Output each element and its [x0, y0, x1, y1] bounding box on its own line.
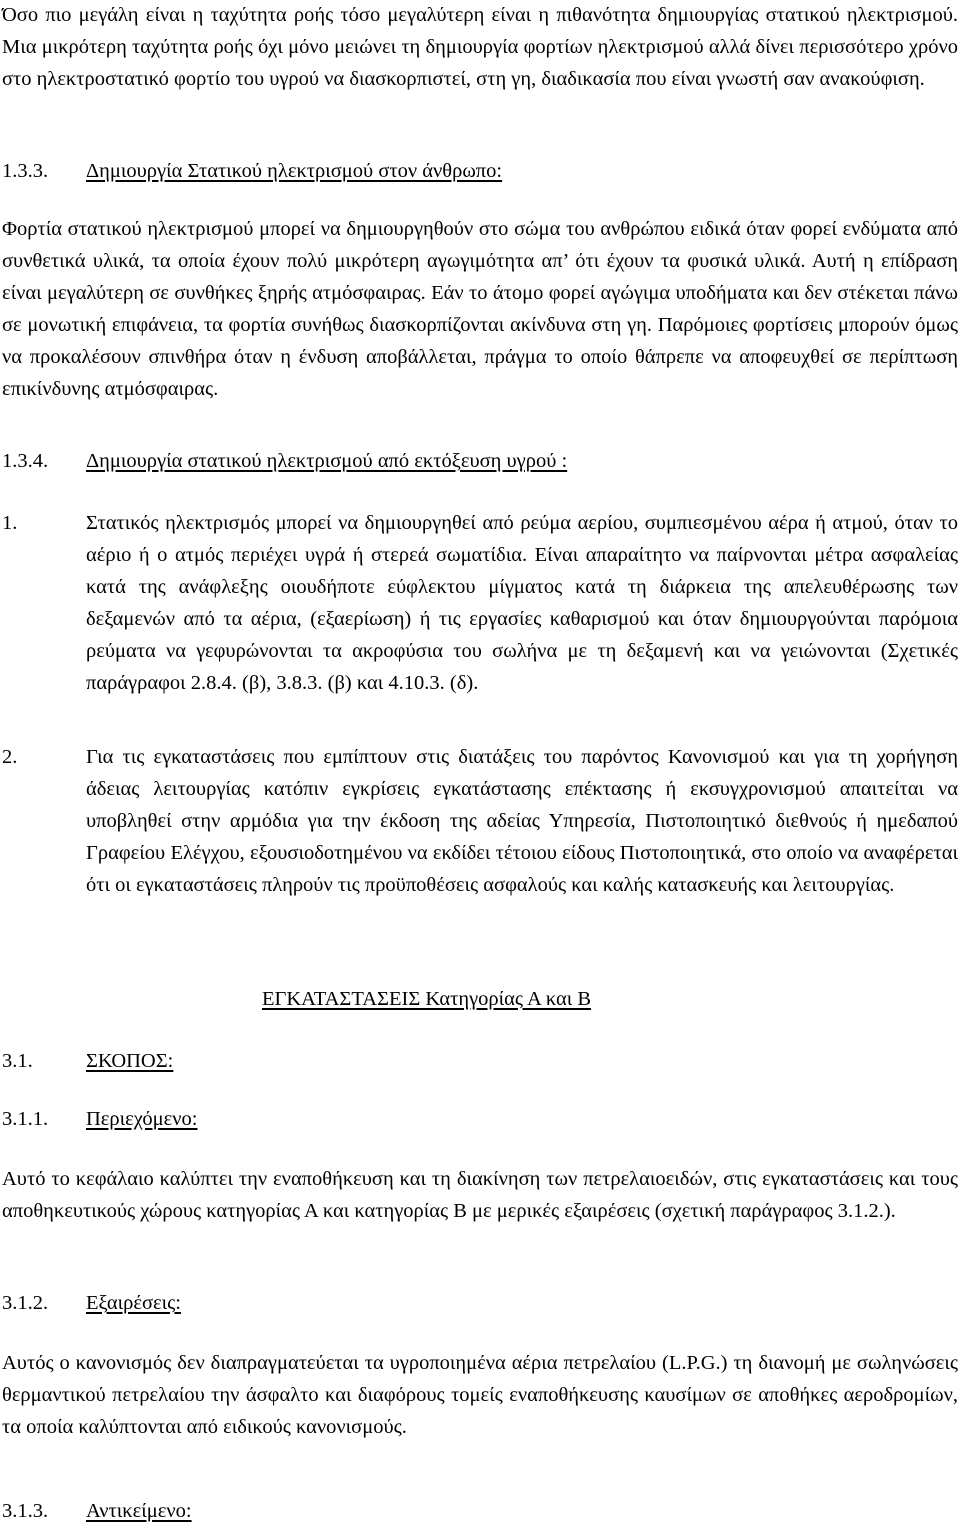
section-3-1-heading — [2, 1045, 958, 1077]
section-1-3-3-heading — [2, 155, 958, 187]
list-item-text: Για τις εγκαταστάσεις που εμπίπτουν στις διατάξεις του παρόντος Κανονισμού και για τη χορήγηση άδειας λειτουργίας κατόπιν εγκρίσεις εγκατάστασης επέκτασης ή εκσυγχρονισμού απαιτείται να υποβληθεί στην αρμόδια για την έκδοση της αδείας Υπηρεσία, Πιστοποιητικό διεθνούς ή ημεδαπού Γραφείου Ελέγχου, εξουσιοδοτημένου να εκδίδει τέτοιου είδους Πιστοποιητικά, στο οποίο να αναφέρεται ότι οι εγκαταστάσεις πληρούν τις προϋποθέσεις ασφαλούς και καλής κατασκευής και λειτουργίας. — [86, 746, 958, 896]
section-3-1-2-paragraph: Αυτός ο κανονισμός δεν διαπραγματεύεται τα υγροποιημένα αέρια πετρελαίου (L.P.G.) τη διανομή με σωληνώσεις θερμαντικού πετρελαίου την άσφαλτο και διαφόρους τομείς εναποθήκευσης καυσίμων σε αποθήκες αεροδρομίων, τα οποία καλύπτονται από ειδικούς κανονισμούς. — [2, 1352, 958, 1438]
list-item-number: 1. — [2, 512, 18, 534]
list-item-number: 2. — [2, 746, 18, 768]
section-number: 3.1.1. — [2, 1108, 49, 1130]
section-number: 1.3.3. — [2, 160, 49, 182]
chapter-title — [262, 983, 762, 1015]
section-3-1-1-paragraph: Αυτό το κεφάλαιο καλύπτει την εναποθήκευση και τη διακίνηση των πετρελαιοειδών, στις εγκαταστάσεις και τους αποθηκευτικούς χώρους κατηγορίας Α και κατηγορίας Β με μερικές εξαιρέσεις (σχετική παράγραφος 3.1.2.). — [2, 1168, 958, 1222]
section-1-3-4-heading — [2, 445, 958, 477]
section-title: Αντικείμενο: — [86, 1500, 192, 1522]
chapter-title-text: ΕΓΚΑΤΑΣΤΑΣΕΙΣ Κατηγορίας Α και Β — [262, 988, 592, 1010]
section-3-1-1-heading — [2, 1103, 958, 1135]
section-title: Δημιουργία Στατικού ηλεκτρισμού στον άνθρωπο: — [86, 160, 503, 182]
section-title: Εξαιρέσεις: — [86, 1292, 181, 1314]
section-number: 3.1.2. — [2, 1292, 49, 1314]
section-3-1-2-heading — [2, 1287, 958, 1319]
section-number: 1.3.4. — [2, 450, 49, 472]
section-3-1-3-heading — [2, 1495, 958, 1527]
intro-paragraph: Όσο πιο μεγάλη είναι η ταχύτητα ροής τόσο μεγαλύτερη είναι η πιθανότητα δημιουργίας στατικού ηλεκτρισμού. Μια μικρότερη ταχύτητα ροής όχι μόνο μειώνει τη δημιουργία φορτίων ηλεκτρισμού αλλά δίνει περισσότερο χρόνο στο ηλεκτροστατικό φορτίο του υγρού να διασκορπιστεί, στη γη, διαδικασία που είναι γνωστή σαν ανακούφιση. — [2, 4, 958, 90]
section-title: Δημιουργία στατικού ηλεκτρισμού από εκτόξευση υγρού : — [86, 450, 568, 472]
section-number: 3.1.3. — [2, 1500, 49, 1522]
section-1-3-3-paragraph: Φορτία στατικού ηλεκτρισμού μπορεί να δημιουργηθούν στο σώμα του ανθρώπου ειδικά όταν φορεί ενδύματα από συνθετικά υλικά, τα οποία έχουν πολύ μικρότερη αγωγιμότητα απ’ ότι έχουν τα φυσικά υλικά. Αυτή η επίδραση είναι μεγαλύτερη σε συνθήκες ξηρής ατμόσφαιρας. Εάν το άτομο φορεί αγώγιμα υποδήματα και δεν στέκεται πάνω σε μονωτική επιφάνεια, τα φορτία συνήθως διασκορπίζονται ακίνδυνα στη γη. Παρόμοιες φορτίσεις μπορούν όμως να προκαλέσουν σπινθήρα όταν η ένδυση αποβάλλεται, πράγμα το οποίο θάπρεπε να αποφευχθεί σε περίπτωση επικίνδυνης ατμόσφαιρας. — [2, 218, 958, 400]
section-number: 3.1. — [2, 1050, 33, 1072]
section-title: ΣΚΟΠΟΣ: — [86, 1050, 174, 1072]
section-title: Περιεχόμενο: — [86, 1108, 198, 1130]
list-item-text: Στατικός ηλεκτρισμός μπορεί να δημιουργηθεί από ρεύμα αερίου, συμπιεσμένου αέρα ή ατμού, όταν το αέριο ή ο ατμός περιέχει υγρά ή στερεά σωματίδια. Είναι απαραίτητο να παίρνονται μέτρα ασφαλείας κατά της ανάφλεξης οιουδήποτε εύφλεκτου μίγματος κατά τη διάρκεια της απελευθέρωσης των δεξαμενών από τα αέρια, (εξαερίωση) ή τις εργασίες καθαρισμού και όταν δημιουργούνται παρόμοια ρεύματα να γεφυρώνονται τα ακροφύσια του σωλήνα με τη δεξαμενή και να γειώνονται (Σχετικές παράγραφοι 2.8.4. (β), 3.8.3. (β) και 4.10.3. (δ). — [86, 512, 958, 694]
